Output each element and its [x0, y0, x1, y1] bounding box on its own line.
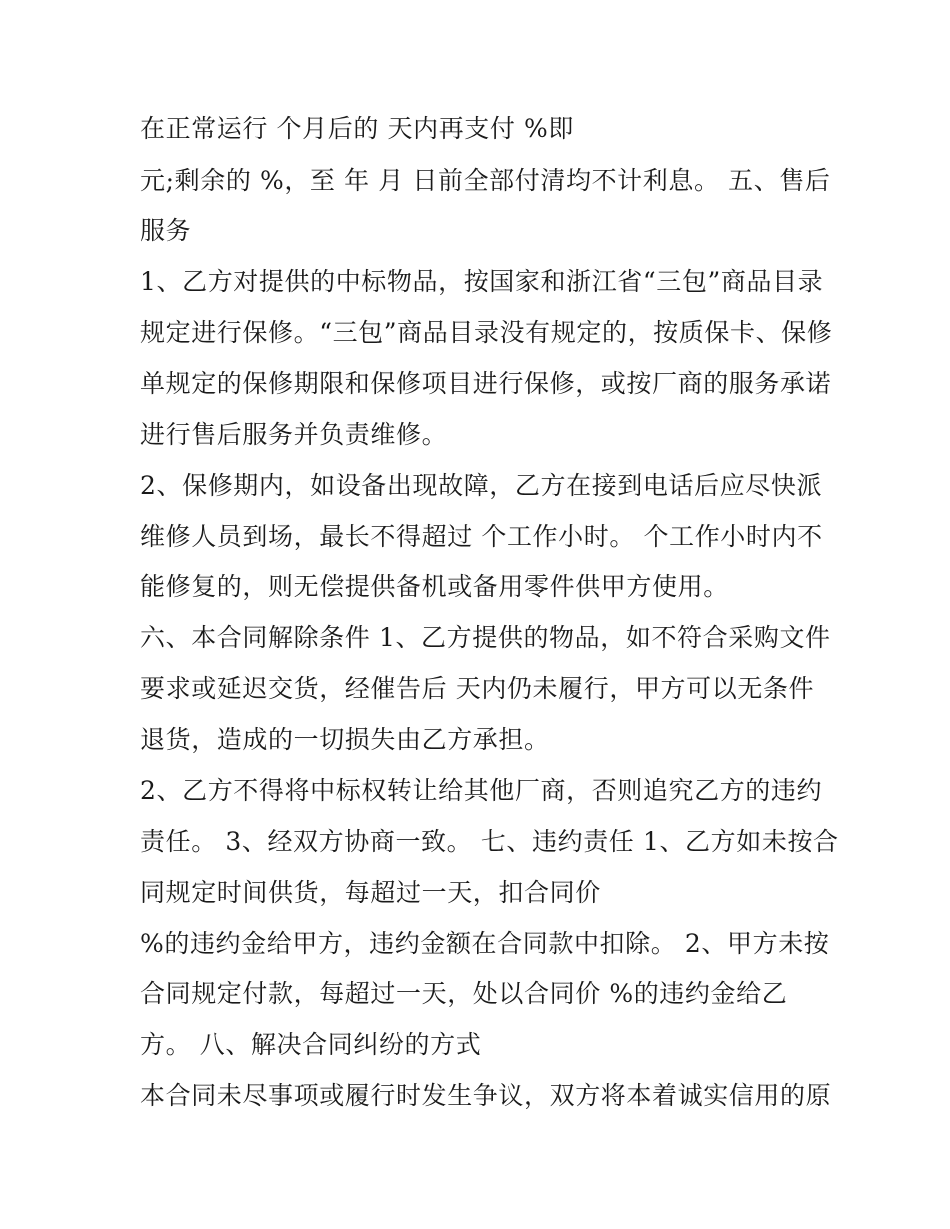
text-line: 进行售后服务并负责维修。: [140, 420, 448, 449]
text-line: 退货，造成的一切损失由乙方承担。: [140, 725, 550, 754]
text-line: 六、本合同解除条件 1、乙方提供的物品，如不符合采购文件: [140, 623, 831, 652]
text-line: %的违约金给甲方，违约金额在合同款中扣除。 2、甲方未按: [140, 929, 830, 958]
text-line: 责任。 3、经双方协商一致。 七、违约责任 1、乙方如未按合: [140, 827, 839, 856]
text-line: 1、乙方对提供的中标物品，按国家和浙江省“三包”商品目录: [140, 267, 824, 296]
text-line: 元;剩余的 %，至 年 月 日前全部付清均不计利息。 五、售后: [140, 166, 831, 195]
text-line: 单规定的保修期限和保修项目进行保修，或按厂商的服务承诺: [140, 369, 832, 398]
text-line: 要求或延迟交货，经催告后 天内仍未履行，甲方可以无条件: [140, 674, 815, 703]
text-line: 2、乙方不得将中标权转让给其他厂商，否则追究乙方的违约: [140, 776, 823, 805]
text-line: 合同规定付款，每超过一天，处以合同价 %的违约金给乙: [140, 979, 788, 1008]
text-line: 在正常运行 个月后的 天内再支付 %即: [140, 114, 574, 143]
text-line: 维修人员到场，最长不得超过 个工作小时。 个工作小时内不: [140, 522, 823, 551]
text-line: 方。 八、解决合同纠纷的方式: [140, 1030, 482, 1059]
text-line: 规定进行保修。“三包”商品目录没有规定的，按质保卡、保修: [140, 318, 833, 347]
text-line: 同规定时间供货，每超过一天，扣合同价: [140, 878, 601, 907]
text-line: 服务: [140, 216, 192, 245]
text-line: 本合同未尽事项或履行时发生争议，双方将本着诚实信用的原: [140, 1081, 832, 1110]
text-line: 能修复的，则无偿提供备机或备用零件供甲方使用。: [140, 572, 729, 601]
text-line: 2、保修期内，如设备出现故障，乙方在接到电话后应尽快派: [140, 471, 823, 500]
